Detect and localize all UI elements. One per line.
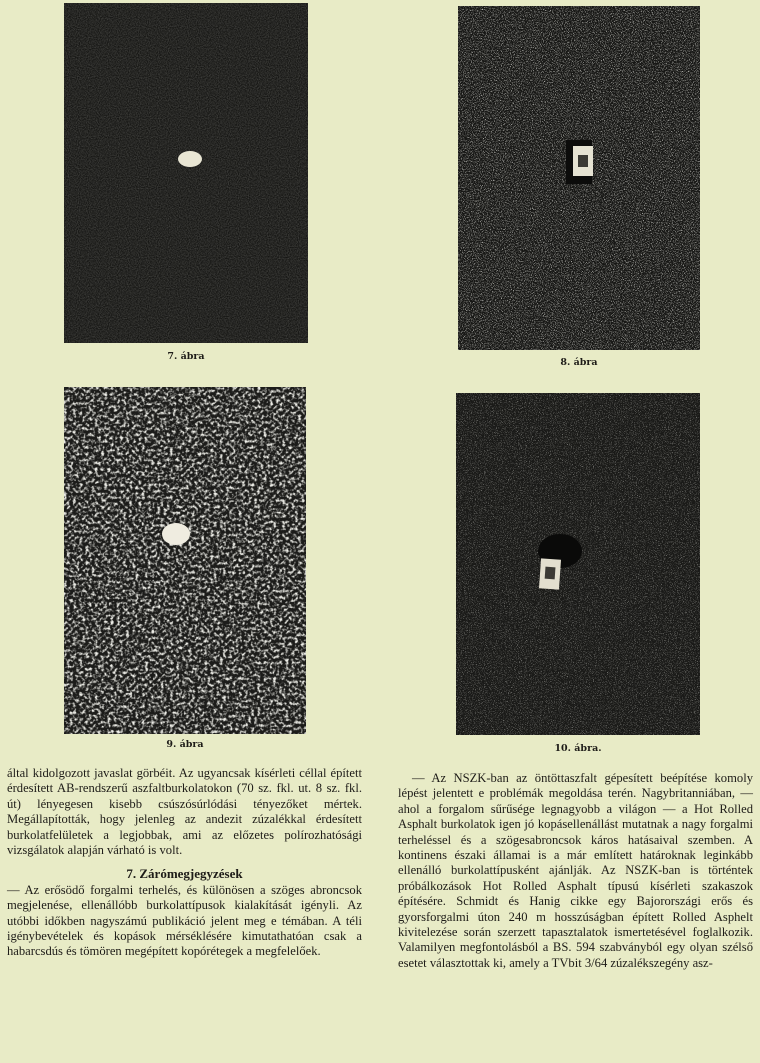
figure-8-photo xyxy=(458,6,700,350)
figure-9 xyxy=(64,387,306,734)
left-text-column xyxy=(7,766,362,960)
measurement-disc xyxy=(178,151,202,167)
figure-7-caption: 7. ábra xyxy=(167,351,205,362)
right-paragraph-1: — Az NSZK-ban az öntöttaszfalt gépesített beépítése komoly lépést jelentett e problémák megoldása terén. Nagybritanniában, — ahol a forgalom sűrűsége legnagyobb a világon — a Hot Rolled Asphalt burkolatok igen jó kopásellenállást mutatnak a nagy forgalmi terheléssel és a szögesabroncsok káros hatásaival szemben. A kontinens északi államai is a már említett határoknak leginkább ellenálló burkolattípusként ajánlják. Az NSZK-ban is történtek próbálkozások Hot Rolled Asphalt típusú kísérleti szakaszok építésére. Schmidt és Hanig cikke egy Bajorországi erős és gyorsforgalmi úton 240 m hosszúságban épített Rolled Asphelt kivitelezése során szerzett tapasztalatok ismertetésével foglalkozik. Valamilyen megfontolásból a BS. 594 szabványból egy olyan szélső esetet választottak ki, amely a TVbit 3/64 zúzalékszegény asz- xyxy=(398,771,753,970)
section-heading: 7. Zárómegjegyzések xyxy=(126,866,243,882)
figure-10-caption: 10. ábra. xyxy=(554,743,602,754)
figure-7 xyxy=(64,3,308,343)
figure-7-photo xyxy=(64,3,308,343)
figure-10-photo xyxy=(456,393,700,735)
figure-9-caption: 9. ábra xyxy=(166,739,204,750)
figure-10 xyxy=(456,393,700,735)
left-paragraph-1: által kidolgozott javaslat görbéit. Az ugyancsak kísérleti céllal épített érdesített AB-rendszerű aszfaltburkolatokon (70 sz. fkl. ut. 8 sz. fkl. út) lényegesen kisebb csúszósúrlódási tényezőket mértek. Megállapították, hogy jelenleg az andezit zúzalékkal érdesített burkolatfelületek a legjobbak, ami az előzetes polírozhatósági vizsgálatok alapján várható is volt. xyxy=(7,766,362,858)
figure-9-photo xyxy=(64,387,306,734)
measurement-disc xyxy=(162,523,190,545)
figure-8 xyxy=(458,6,700,350)
figure-8-caption: 8. ábra xyxy=(560,357,598,368)
right-text-column xyxy=(398,771,753,971)
left-paragraph-2: — Az erősödő forgalmi terhelés, és különösen a szöges abroncsok megjelenése, ellenállóbb burkolattípusok kialakítását igényli. Az utóbbi időkben nagyszámú publikáció jelent meg e témában. A téli igénybevételek és kopások mérséklésére kimutathatóan csak a habarcsdús és tömören megépített kopórétegek a megfelelőek. xyxy=(7,882,362,959)
